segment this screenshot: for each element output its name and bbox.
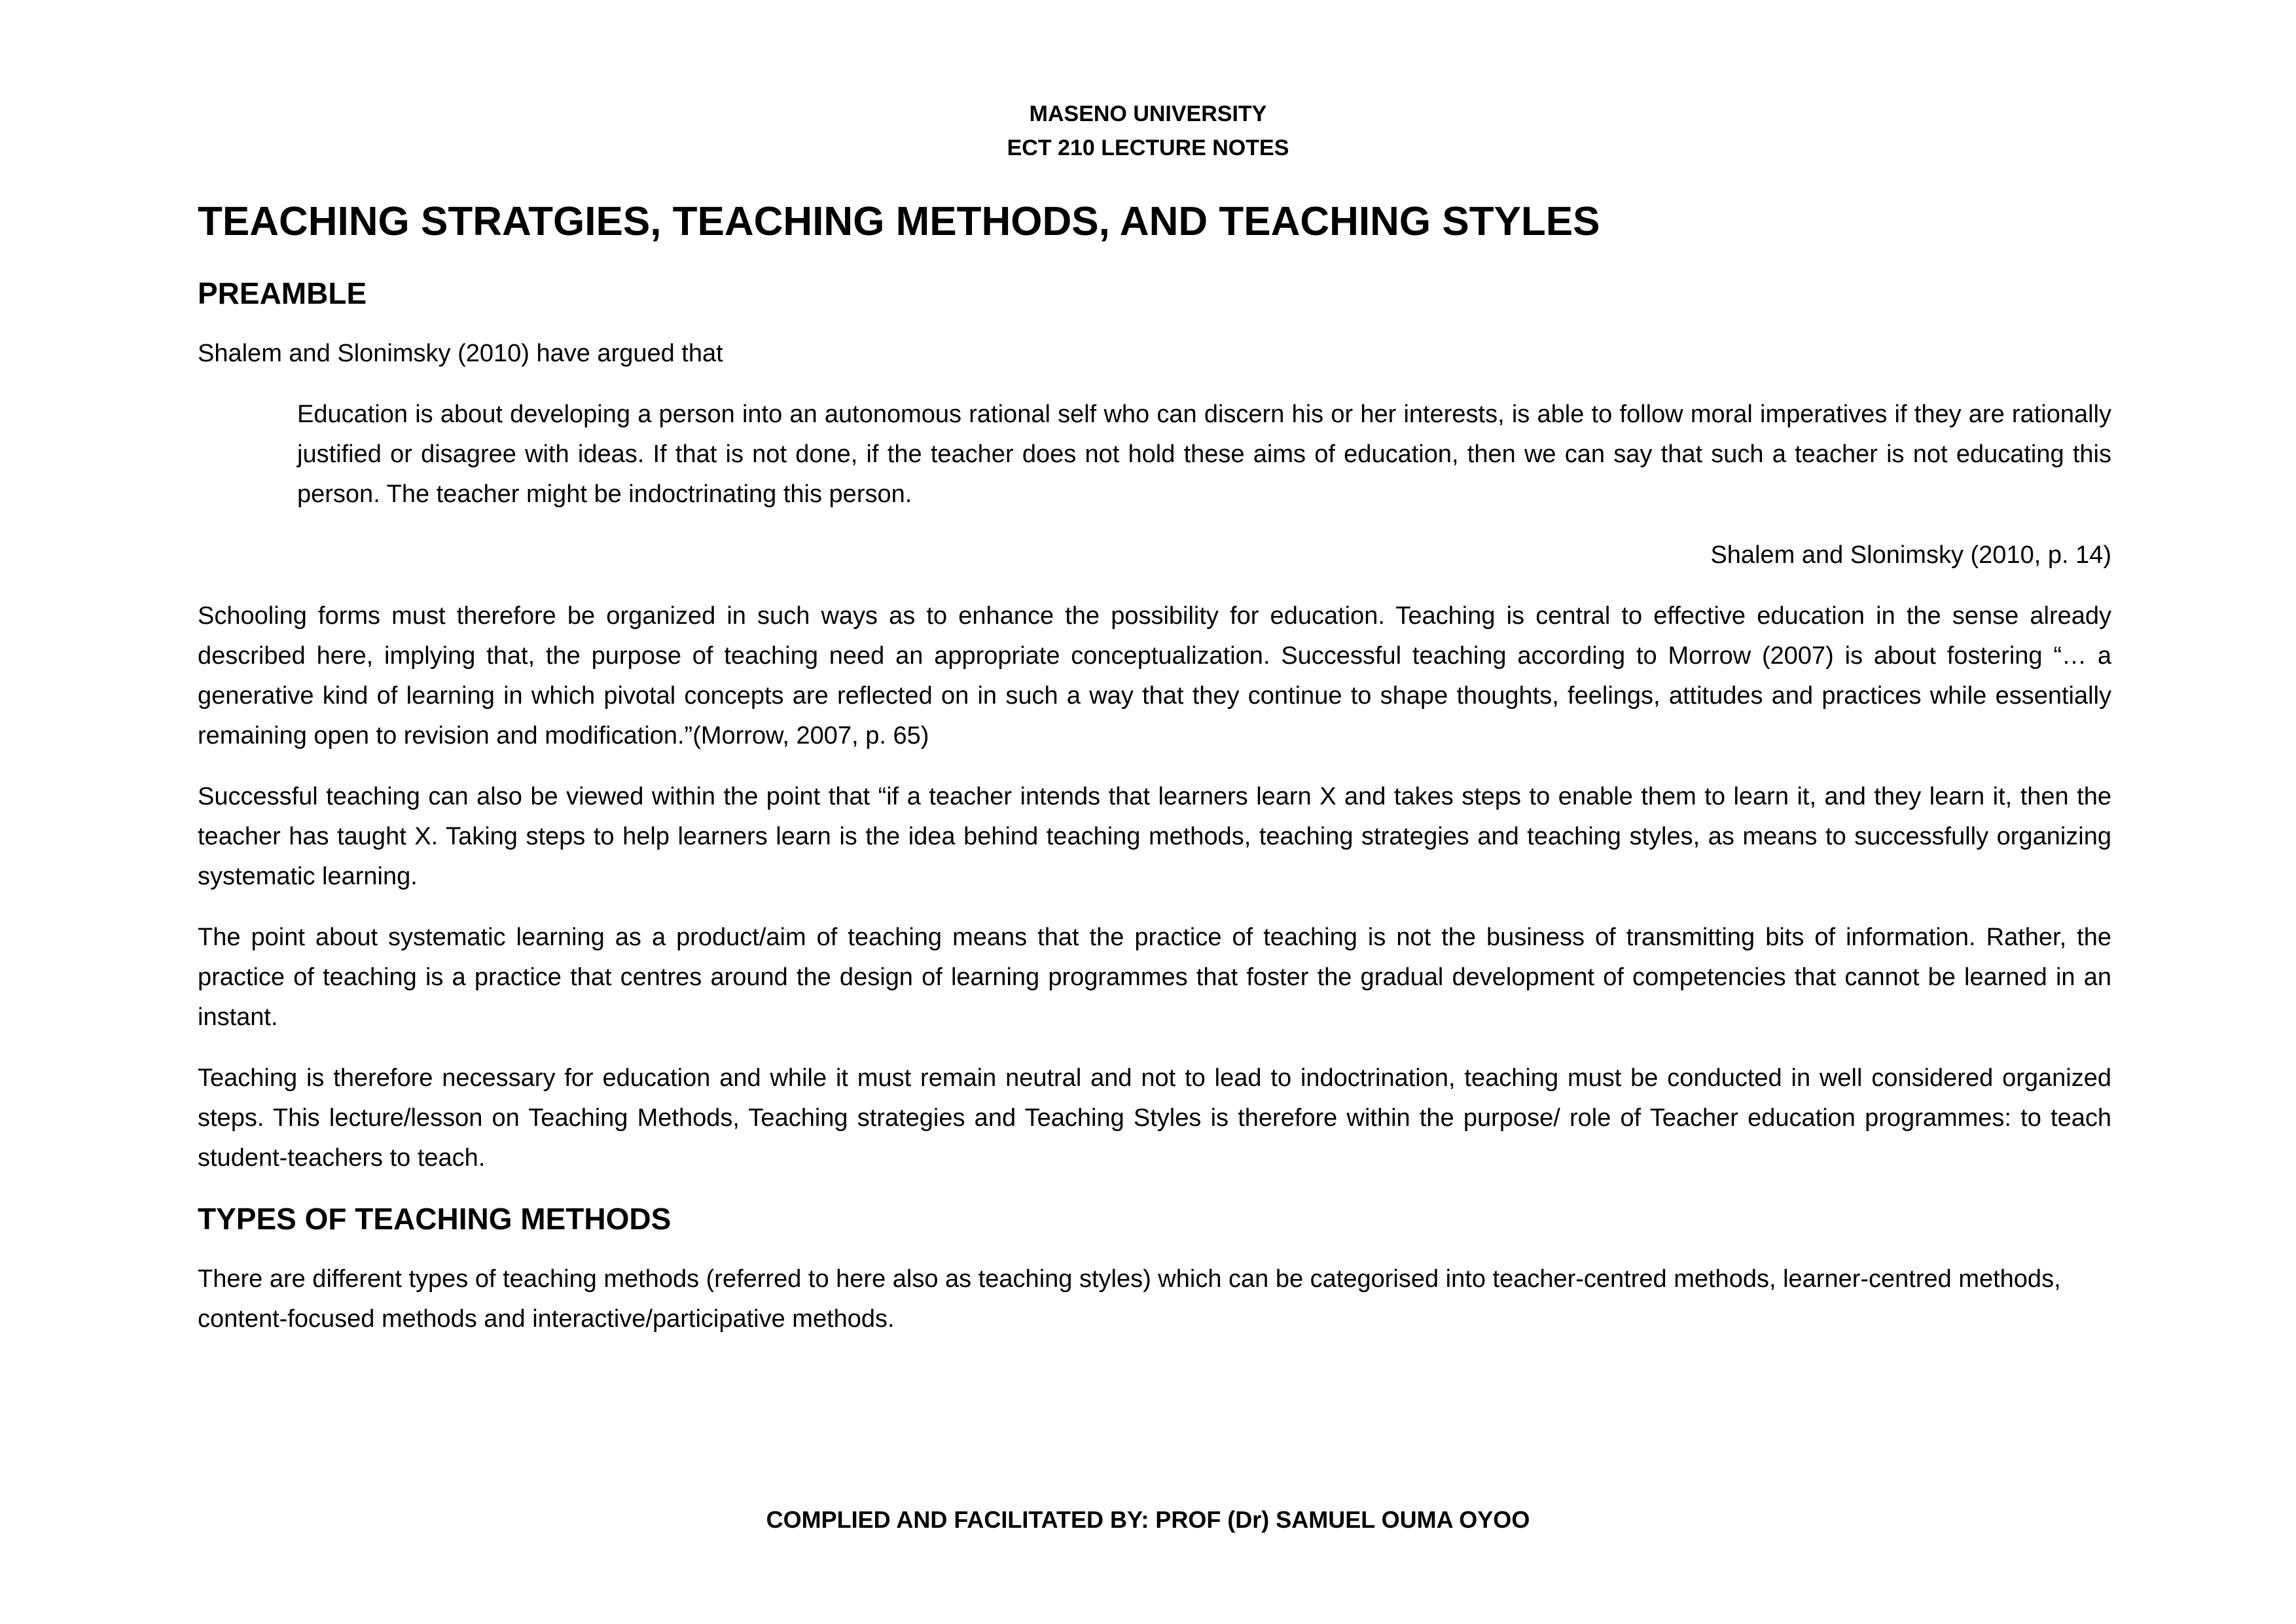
paragraph-successful-teaching: Successful teaching can also be viewed within the point that “if a teacher intends that learners learn X and takes steps to enable them to learn it, and they learn it, then the teacher has taught X. Taking steps to help learners learn is the idea behind teaching methods, teaching strategies and teaching styles, as means to successfully organizing systematic learning. (198, 783, 2111, 890)
paragraph-teaching-necessary: Teaching is therefore necessary for education and while it must remain neutral and not to lead to indoctrination, teaching must be conducted in well considered organized steps. This lecture/lesson on Teaching Methods, Teaching strategies and Teaching Styles is therefore within the purpose/ role of Teacher education programmes: to teach student-teachers to teach. (198, 1064, 2111, 1172)
paragraph-types: There are different types of teaching methods (referred to here also as teaching styles) which can be categorised into teacher-centred methods, learner-centred methods, content-focused methods and interactive/participative methods. (198, 1265, 2061, 1333)
preamble-heading: PREAMBLE (198, 276, 367, 310)
quote-citation: Shalem and Slonimsky (2010, p. 14) (1710, 541, 2111, 569)
page-footer: COMPLIED AND FACILITATED BY: PROF (Dr) SAMUEL OUMA OYOO (766, 1506, 1530, 1533)
preamble-intro: Shalem and Slonimsky (2010) have argued that (198, 340, 723, 367)
institution-name: MASENO UNIVERSITY (1029, 101, 1267, 126)
document-body (198, 196, 2111, 1360)
paragraph-schooling: Schooling forms must therefore be organized in such ways as to enhance the possibility for education. Teaching is central to effective education in the sense already described here, implying that, the purpose of teaching need an appropriate conceptualization. Successful teaching according to Morrow (2007) is about fostering “… a generative kind of learning in which pivotal concepts are reflected on in such a way that they continue to shape thoughts, feelings, attitudes and practices while essentially remaining open to revision and modification.”(Morrow, 2007, p. 65) (198, 602, 2111, 749)
page-header (0, 97, 2296, 165)
block-quote: Education is about developing a person into an autonomous rational self who can discern his or her interests, is able to follow moral imperatives if they are rationally justified or disagree with ideas. If that is not done, if the teacher does not hold these aims of education, then we can say that such a teacher is not educating this person. The teacher might be indoctrinating this person. (297, 401, 2111, 508)
types-heading: TYPES OF TEACHING METHODS (198, 1202, 672, 1236)
paragraph-systematic-learning: The point about systematic learning as a product/aim of teaching means that the practice of teaching is not the business of transmitting bits of information. Rather, the practice of teaching is a practice that centres around the design of learning programmes that foster the gradual development of competencies that cannot be learned in an instant. (198, 924, 2111, 1031)
document-title: TEACHING STRATGIES, TEACHING METHODS, AND TEACHING STYLES (198, 199, 1600, 244)
course-title: ECT 210 LECTURE NOTES (1007, 135, 1289, 160)
